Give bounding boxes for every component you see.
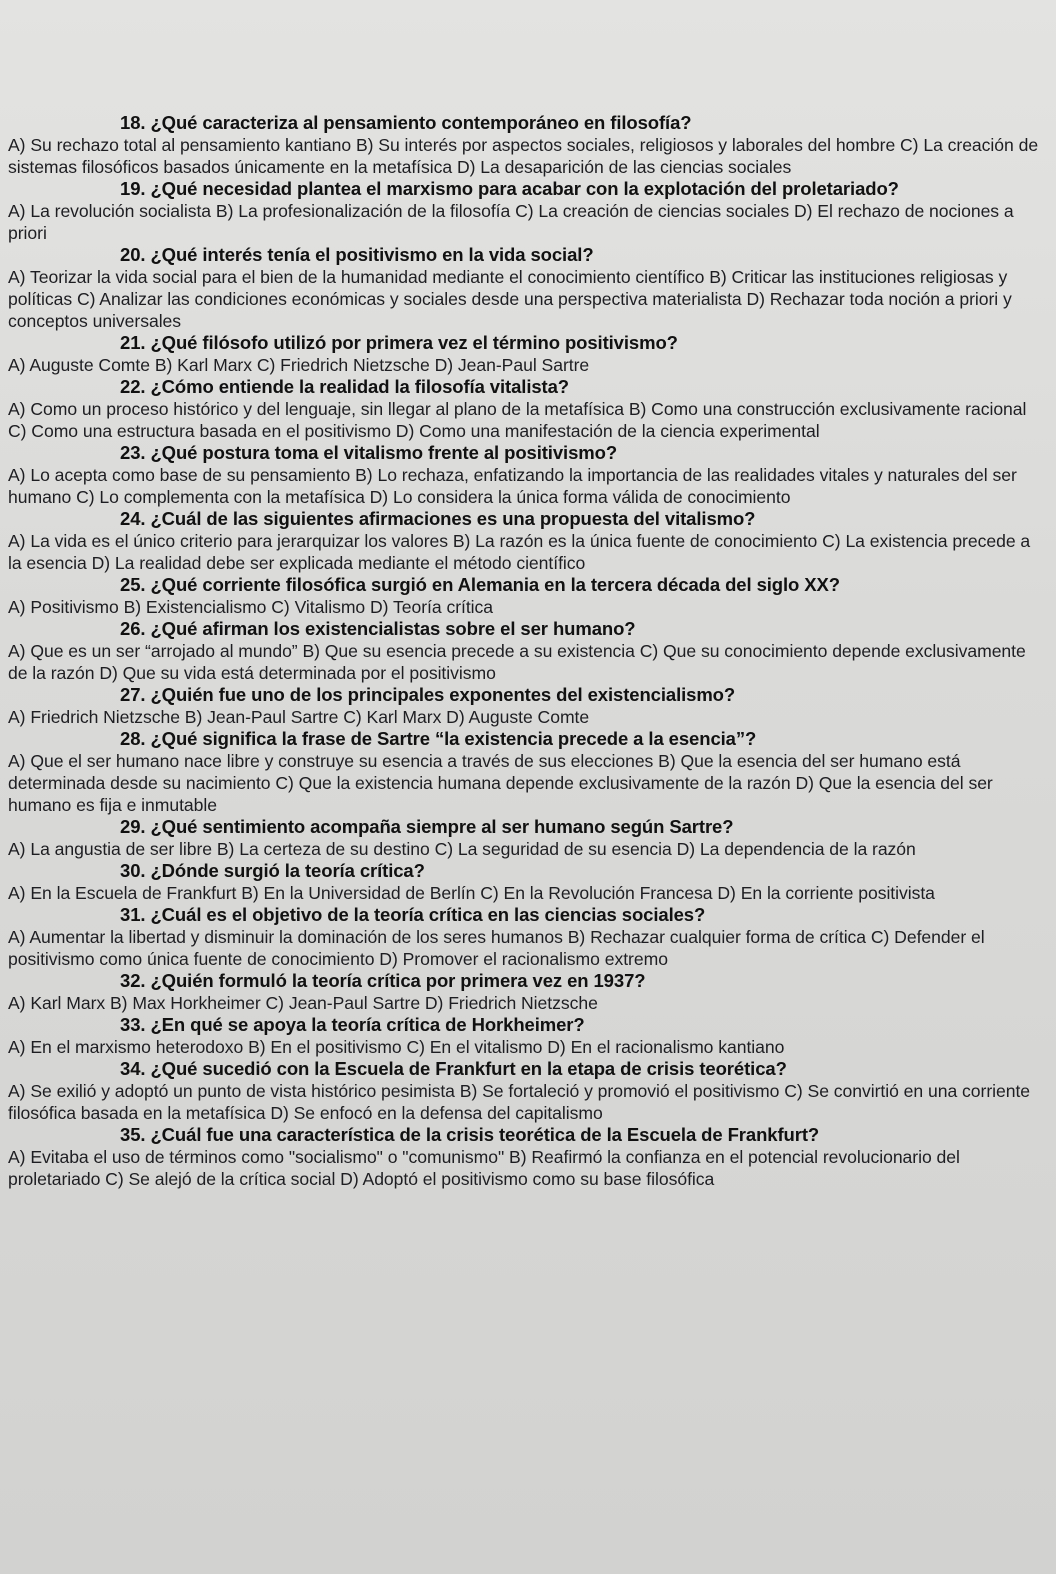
answer-option: D) Promover el racionalismo extremo: [379, 949, 668, 969]
question-number: 30.: [120, 860, 146, 881]
answer-option: C) Defender el positivismo como única fuente de conocimiento: [8, 927, 985, 969]
question-number: 32.: [120, 970, 146, 991]
question-number: 23.: [120, 442, 146, 463]
answer-options: [8, 926, 1046, 970]
answer-option: D) Como una manifestación de la ciencia experimental: [395, 421, 820, 441]
answer-option: A) Que es un ser “arrojado al mundo”: [8, 641, 298, 661]
answer-option: D) Friedrich Nietzsche: [424, 993, 598, 1013]
answer-option: D) La realidad debe ser explicada mediante el método científico: [91, 553, 586, 573]
answer-options: [8, 1080, 1046, 1124]
question-block: [8, 860, 1046, 904]
answer-option: B) Como una construcción exclusivamente racional: [628, 399, 1027, 419]
question-title: [8, 1124, 1046, 1146]
question-block: [8, 1058, 1046, 1124]
answer-option: A) Positivismo: [8, 597, 119, 617]
question-block: [8, 574, 1046, 618]
question-text: ¿Qué corriente filosófica surgió en Alemania en la tercera década del siglo XX?: [150, 574, 840, 595]
answer-option: C) Vitalismo: [271, 597, 366, 617]
question-title: [8, 376, 1046, 398]
answer-option: D) Que su vida está determinada por el positivismo: [99, 663, 496, 683]
answer-option: C) Como una estructura basada en el positivismo: [8, 421, 391, 441]
question-number: 21.: [120, 332, 146, 353]
question-text: ¿Quién formuló la teoría crítica por primera vez en 1937?: [150, 970, 646, 991]
question-block: [8, 904, 1046, 970]
question-text: ¿Qué sentimiento acompaña siempre al ser humano según Sartre?: [150, 816, 734, 837]
question-title: [8, 904, 1046, 926]
question-text: ¿Qué significa la frase de Sartre “la existencia precede a la esencia”?: [150, 728, 757, 749]
answer-option: C) La seguridad de su esencia: [434, 839, 672, 859]
answer-option: A) Se exilió y adoptó un punto de vista histórico pesimista: [8, 1081, 455, 1101]
question-block: [8, 376, 1046, 442]
question-number: 20.: [120, 244, 146, 265]
question-block: [8, 684, 1046, 728]
question-text: ¿Qué postura toma el vitalismo frente al positivismo?: [150, 442, 618, 463]
answer-option: A) Como un proceso histórico y del lenguaje, sin llegar al plano de la metafísica: [8, 399, 624, 419]
question-title: [8, 970, 1046, 992]
question-block: [8, 508, 1046, 574]
answer-option: C) En el vitalismo: [406, 1037, 543, 1057]
answer-option: B) En el positivismo: [248, 1037, 402, 1057]
answer-option: B) Karl Marx: [154, 355, 252, 375]
answer-option: A) Aumentar la libertad y disminuir la dominación de los seres humanos: [8, 927, 563, 947]
answer-option: B) La certeza de su destino: [216, 839, 430, 859]
answer-option: A) Friedrich Nietzsche: [8, 707, 180, 727]
answer-option: D) La desaparición de las ciencias sociales: [456, 157, 792, 177]
answer-option: A) Karl Marx: [8, 993, 106, 1013]
answer-option: B) Se fortaleció y promovió el positivismo: [459, 1081, 780, 1101]
answer-option: B) En la Universidad de Berlín: [241, 883, 476, 903]
answer-option: A) Evitaba el uso de términos como "socialismo" o "comunismo": [8, 1147, 505, 1167]
question-text: ¿Cuál es el objetivo de la teoría crítica en las ciencias sociales?: [150, 904, 706, 925]
answer-option: B) Criticar las instituciones religiosas y políticas: [8, 267, 1008, 309]
question-block: [8, 112, 1046, 178]
answer-option: A) Auguste Comte: [8, 355, 150, 375]
question-block: [8, 970, 1046, 1014]
answer-options: [8, 398, 1046, 442]
answer-option: A) La revolución socialista: [8, 201, 212, 221]
question-block: [8, 618, 1046, 684]
question-block: [8, 1124, 1046, 1190]
answer-option: D) Que la esencia del ser humano es fija e inmutable: [8, 773, 993, 815]
answer-option: D) Se enfocó en la defensa del capitalismo: [270, 1103, 603, 1123]
answer-options: [8, 200, 1046, 244]
question-number: 28.: [120, 728, 146, 749]
question-text: ¿Qué sucedió con la Escuela de Frankfurt en la etapa de crisis teorética?: [150, 1058, 787, 1079]
question-number: 31.: [120, 904, 146, 925]
answer-option: D) Adoptó el positivismo como su base filosófica: [340, 1169, 715, 1189]
answer-option: D) Rechazar toda noción a priori y conceptos universales: [8, 289, 1012, 331]
question-number: 26.: [120, 618, 146, 639]
answer-option: C) Friedrich Nietzsche: [256, 355, 430, 375]
answer-option: B) Que su esencia precede a su existencia: [302, 641, 635, 661]
answer-options: [8, 750, 1046, 816]
answer-option: C) La existencia precede a la esencia: [8, 531, 1031, 573]
answer-options: [8, 266, 1046, 332]
answer-option: B) Jean-Paul Sartre: [184, 707, 339, 727]
question-block: [8, 178, 1046, 244]
question-text: ¿Qué afirman los existencialistas sobre el ser humano?: [150, 618, 636, 639]
answer-option: C) Karl Marx: [343, 707, 442, 727]
question-number: 34.: [120, 1058, 146, 1079]
answer-option: A) La vida es el único criterio para jerarquizar los valores: [8, 531, 448, 551]
question-title: [8, 1014, 1046, 1036]
answer-option: B) Lo rechaza, enfatizando la importancia de las realidades vitales y naturales del ser humano: [8, 465, 1017, 507]
answer-option: A) Su rechazo total al pensamiento kantiano: [8, 135, 352, 155]
question-block: [8, 332, 1046, 376]
answer-option: B) Existencialismo: [123, 597, 267, 617]
answer-option: C) Se convirtió en una corriente filosófica basada en la metafísica: [8, 1081, 1031, 1123]
answer-option: C) La creación de ciencias sociales: [515, 201, 790, 221]
question-title: [8, 860, 1046, 882]
question-title: [8, 728, 1046, 750]
question-number: 33.: [120, 1014, 146, 1035]
question-number: 27.: [120, 684, 146, 705]
answer-options: [8, 134, 1046, 178]
answer-option: C) Se alejó de la crítica social: [105, 1169, 336, 1189]
answer-option: D) Lo considera la única forma válida de conocimiento: [369, 487, 791, 507]
answer-options: [8, 464, 1046, 508]
question-block: [8, 1014, 1046, 1058]
answer-option: B) Reafirmó la confianza en el potencial revolucionario del proletariado: [8, 1147, 960, 1189]
answer-option: B) La razón es la única fuente de conocimiento: [452, 531, 818, 551]
answer-option: B) La profesionalización de la filosofía: [215, 201, 511, 221]
question-block: [8, 442, 1046, 508]
question-text: ¿Qué filósofo utilizó por primera vez el término positivismo?: [150, 332, 678, 353]
question-text: ¿Qué caracteriza al pensamiento contemporáneo en filosofía?: [150, 112, 692, 133]
question-number: 24.: [120, 508, 146, 529]
answer-option: C) Jean-Paul Sartre: [265, 993, 421, 1013]
question-text: ¿Cuál de las siguientes afirmaciones es una propuesta del vitalismo?: [150, 508, 756, 529]
answer-option: C) Que su conocimiento depende exclusivamente de la razón: [8, 641, 1026, 683]
question-number: 29.: [120, 816, 146, 837]
answer-option: C) Que la existencia humana depende exclusivamente de la razón: [275, 773, 791, 793]
question-block: [8, 244, 1046, 332]
question-title: [8, 332, 1046, 354]
answer-option: C) Analizar las condiciones económicas y sociales desde una perspectiva materialista: [76, 289, 742, 309]
answer-option: D) Auguste Comte: [446, 707, 590, 727]
answer-option: A) En el marxismo heterodoxo: [8, 1037, 244, 1057]
answer-option: A) En la Escuela de Frankfurt: [8, 883, 237, 903]
answer-option: D) En el racionalismo kantiano: [547, 1037, 785, 1057]
question-block: [8, 816, 1046, 860]
answer-option: D) En la corriente positivista: [717, 883, 935, 903]
answer-options: [8, 1036, 1046, 1058]
answer-option: A) Que el ser humano nace libre y construye su esencia a través de sus elecciones: [8, 751, 654, 771]
answer-option: B) Que la esencia del ser humano está determinada desde su nacimiento: [8, 751, 961, 793]
question-title: [8, 1058, 1046, 1080]
answer-option: C) Lo complementa con la metafísica: [76, 487, 365, 507]
question-block: [8, 728, 1046, 816]
question-text: ¿Cómo entiende la realidad la filosofía vitalista?: [150, 376, 570, 397]
answer-options: [8, 640, 1046, 684]
answer-options: [8, 1146, 1046, 1190]
answer-options: [8, 530, 1046, 574]
question-title: [8, 574, 1046, 596]
answer-options: [8, 706, 1046, 728]
answer-option: D) Teoría crítica: [370, 597, 494, 617]
answer-option: D) La dependencia de la razón: [676, 839, 916, 859]
answer-option: B) Su interés por aspectos sociales, religiosos y laborales del hombre: [355, 135, 896, 155]
answer-option: C) La creación de sistemas filosóficos basados únicamente en la metafísica: [8, 135, 1039, 177]
answer-option: C) En la Revolución Francesa: [480, 883, 713, 903]
question-number: 18.: [120, 112, 146, 133]
answer-option: B) Max Horkheimer: [110, 993, 261, 1013]
question-number: 19.: [120, 178, 146, 199]
answer-option: B) Rechazar cualquier forma de crítica: [567, 927, 867, 947]
question-title: [8, 816, 1046, 838]
answer-options: [8, 992, 1046, 1014]
question-number: 22.: [120, 376, 146, 397]
question-title: [8, 112, 1046, 134]
answer-options: [8, 596, 1046, 618]
question-text: ¿Qué interés tenía el positivismo en la vida social?: [150, 244, 594, 265]
answer-options: [8, 838, 1046, 860]
question-title: [8, 442, 1046, 464]
answer-options: [8, 882, 1046, 904]
question-text: ¿Dónde surgió la teoría crítica?: [150, 860, 425, 881]
question-text: ¿En qué se apoya la teoría crítica de Horkheimer?: [150, 1014, 585, 1035]
question-text: ¿Qué necesidad plantea el marxismo para acabar con la explotación del proletariado?: [150, 178, 899, 199]
question-title: [8, 508, 1046, 530]
answer-options: [8, 354, 1046, 376]
question-title: [8, 684, 1046, 706]
answer-option: D) El rechazo de nociones a priori: [8, 201, 1014, 243]
answer-option: A) La angustia de ser libre: [8, 839, 213, 859]
answer-option: A) Lo acepta como base de su pensamiento: [8, 465, 351, 485]
question-text: ¿Cuál fue una característica de la crisis teorética de la Escuela de Frankfurt?: [150, 1124, 820, 1145]
question-number: 25.: [120, 574, 146, 595]
answer-option: A) Teorizar la vida social para el bien de la humanidad mediante el conocimiento científico: [8, 267, 705, 287]
question-title: [8, 178, 1046, 200]
question-number: 35.: [120, 1124, 146, 1145]
answer-option: D) Jean-Paul Sartre: [434, 355, 590, 375]
question-text: ¿Quién fue uno de los principales exponentes del existencialismo?: [150, 684, 736, 705]
question-title: [8, 618, 1046, 640]
question-title: [8, 244, 1046, 266]
